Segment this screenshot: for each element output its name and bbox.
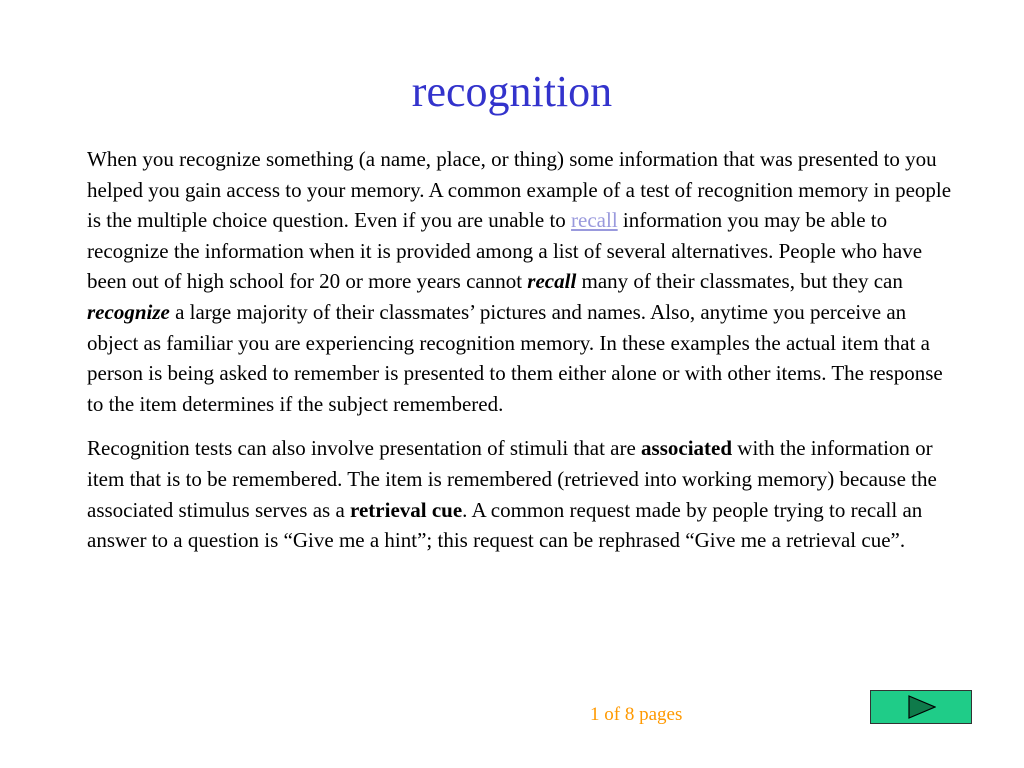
bold-associated: associated [641,436,733,461]
paragraph2-text-a: Recognition tests can also involve presentation of stimuli that are [87,436,642,461]
emphasis-recognize: recognize [87,299,170,324]
paragraph-retrieval-cue [87,433,959,555]
play-arrow-icon [908,695,936,719]
emphasis-recall: recall [527,269,577,294]
paragraph1-text-a: When you recognize something (a name, place, or thing) some information that was presented to you helped you gain access to your memory. A common example of a test of recognition memory in people is the multiple choice question. Even if you are unable to [87,147,952,233]
next-page-button[interactable] [870,690,972,724]
page-indicator: 1 of 8 pages [590,704,683,725]
paragraph1-text-c: many of their classmates, but they can [576,269,903,294]
paragraph1-text-d: a large majority of their classmates’ pictures and names. Also, anytime you perceive an object as familiar you are experiencing recognition memory. In these examples the actual item that a person is being asked to remember is presented to them either alone or with other items. The response to the item determines if the subject remembered. [87,299,943,416]
paragraph2-text-c: . A common request made by people trying to recall an answer to a question is “Give me a hint”; this request can be rephrased “Give me a retrieval cue”. [87,497,923,553]
recall-link[interactable]: recall [571,208,618,233]
slide-title: recognition [411,67,613,116]
slide-body [87,144,959,570]
paragraph2-text-b: with the information or item that is to be remembered. The item is remembered (retrieved into working memory) because the associated stimulus serves as a [87,436,937,522]
paragraph1-text-b: information you may be able to recognize the information when it is provided among a list of several alternatives. People who have been out of high school for 20 or more years cannot [87,208,923,294]
bold-retrieval-cue: retrieval cue [350,497,463,522]
paragraph-recognition-definition [87,144,959,419]
